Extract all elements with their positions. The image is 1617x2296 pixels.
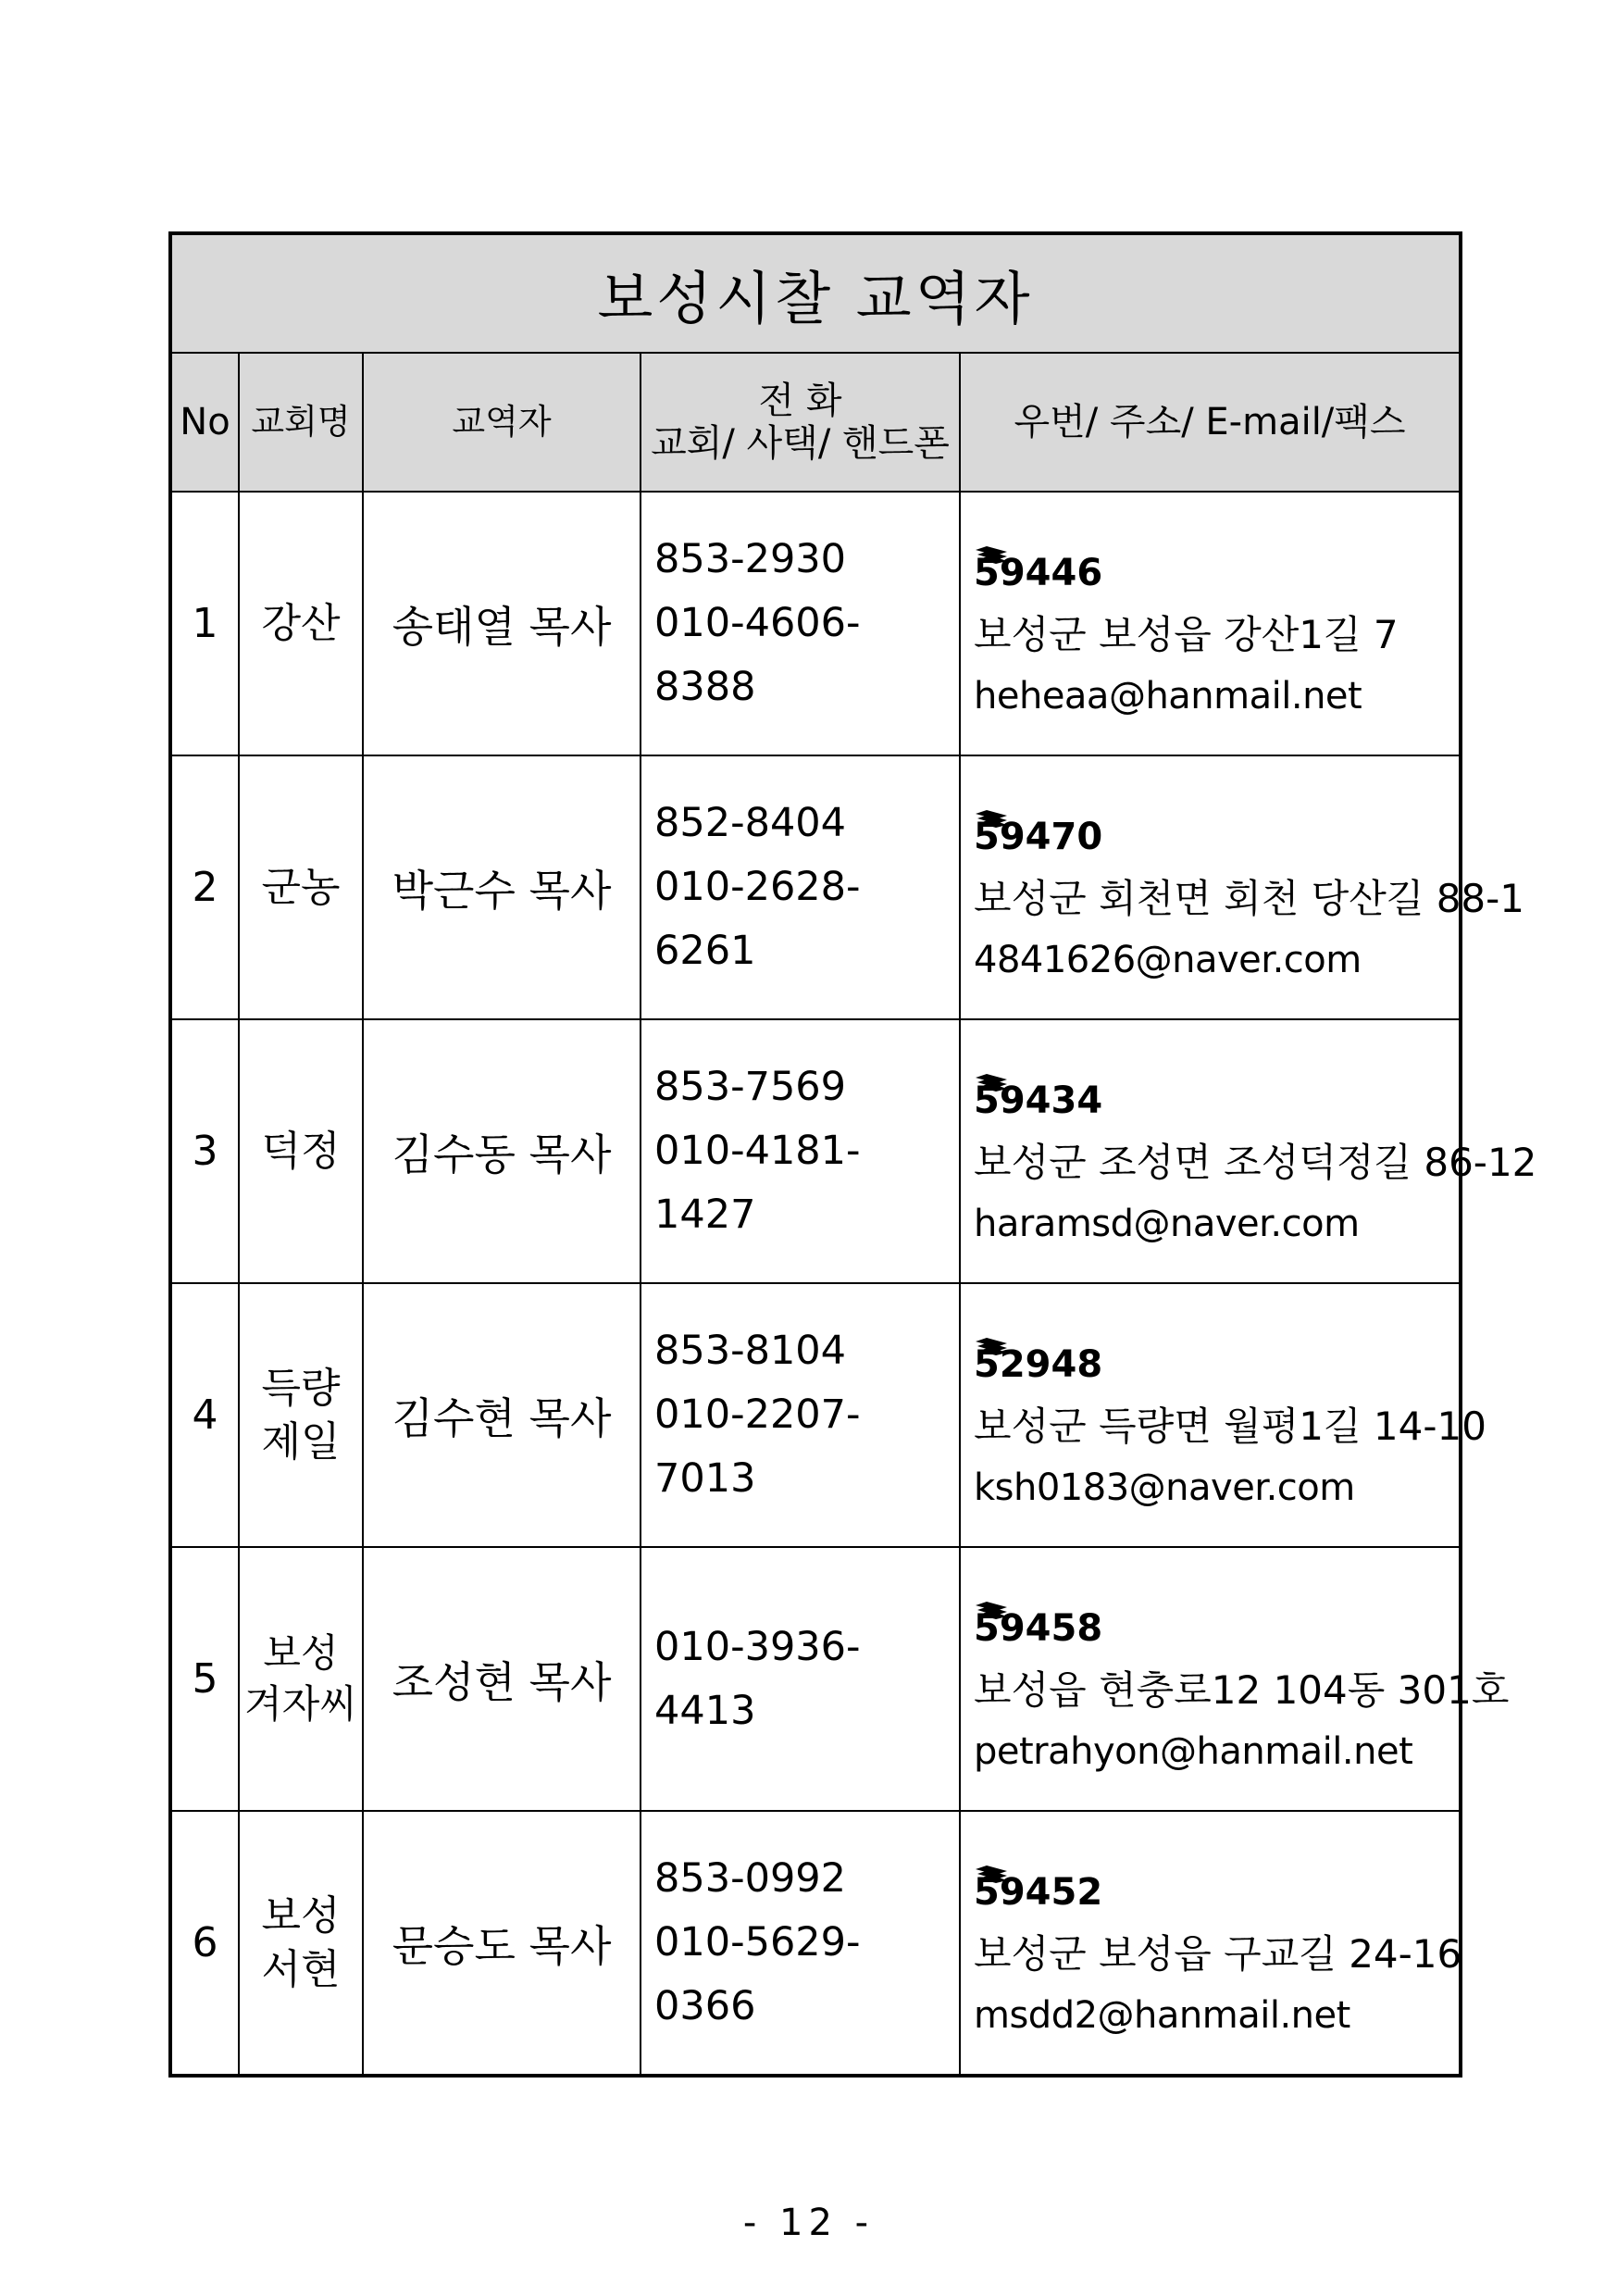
church-name [239, 755, 363, 1019]
church-name-line: 서현 [261, 1945, 341, 1993]
row-number: 2 [170, 755, 239, 1019]
header-phone-sub: 교회/ 사택/ 핸드폰 [651, 422, 950, 465]
table-row [170, 1547, 1461, 1811]
header-phone-title: 전 화 [758, 380, 842, 422]
church-name-line: 군농 [261, 863, 341, 911]
email-address: msdd2@hanmail.net [974, 1994, 1350, 2038]
phone-number: 010-2207-7013 [654, 1391, 861, 1502]
header-no: No [170, 353, 239, 492]
phone-number: 010-5629-0366 [654, 1919, 861, 2029]
table-title: 보성시찰 교역자 [170, 233, 1461, 353]
pastor-name: 박근수 목사 [363, 755, 641, 1019]
street-address: 보성읍 현충로12 104동 301호 [974, 1667, 1510, 1714]
phone-cell [641, 1283, 960, 1547]
phone-cell [641, 1019, 960, 1283]
church-name [239, 1547, 363, 1811]
zip-code: 59458 [974, 1607, 1103, 1651]
church-name-line: 덕정 [261, 1127, 341, 1175]
church-name [239, 1283, 363, 1547]
email-address: haramsd@naver.com [974, 1203, 1360, 1246]
street-address: 보성군 보성읍 강산1길 7 [974, 612, 1399, 658]
zip-line [974, 1048, 1459, 1131]
phone-number: 852-8404 [654, 800, 847, 847]
row-number: 4 [170, 1283, 239, 1547]
email-address: petrahyon@hanmail.net [974, 1730, 1413, 1774]
church-name-line: 강산 [261, 599, 341, 647]
postal-mark-icon [974, 1840, 1009, 1860]
row-number: 5 [170, 1547, 239, 1811]
table-row [170, 755, 1461, 1019]
header-address: 우번/ 주소/ E-mail/팩스 [960, 353, 1461, 492]
table-row [170, 1811, 1461, 2076]
street-address: 보성군 보성읍 구교길 24-16 [974, 1931, 1462, 1978]
pastor-name: 조성현 목사 [363, 1547, 641, 1811]
page-number: - 12 - [742, 2202, 875, 2244]
zip-line [974, 1576, 1459, 1659]
header-phone [641, 353, 960, 492]
row-number: 1 [170, 492, 239, 755]
phone-cell [641, 755, 960, 1019]
phone-number: 853-8104 [654, 1328, 847, 1375]
phone-cell [641, 1811, 960, 2076]
email-address: 4841626@naver.com [974, 939, 1362, 982]
phone-number: 853-0992 [654, 1855, 847, 1903]
address-cell [960, 755, 1525, 1019]
address-cell [960, 492, 1461, 755]
postal-mark-icon [974, 1048, 1009, 1068]
address-cell [960, 1019, 1537, 1283]
pastor-directory-table [168, 231, 1537, 2078]
phone-number: 853-2930 [654, 536, 847, 583]
church-name-line: 보성 [261, 1892, 341, 1940]
postal-mark-icon [974, 520, 1009, 541]
church-name-line: 보성 [263, 1629, 339, 1676]
pastor-name: 문승도 목사 [363, 1811, 641, 2076]
church-name-line: 겨자씨 [244, 1680, 357, 1727]
phone-number: 010-4181-1427 [654, 1128, 861, 1238]
church-name-line: 득량 [261, 1365, 341, 1413]
email-address: heheaa@hanmail.net [974, 675, 1362, 718]
street-address: 보성군 회천면 회천 당산길 88-1 [974, 876, 1525, 922]
zip-code: 59434 [974, 1079, 1103, 1123]
postal-mark-icon [974, 784, 1009, 805]
zip-line [974, 1840, 1459, 1923]
phone-number: 010-4606-8388 [654, 600, 861, 710]
address-cell [960, 1283, 1486, 1547]
table-row [170, 492, 1461, 755]
zip-line [974, 784, 1459, 867]
table-row [170, 1283, 1461, 1547]
address-cell [960, 1811, 1461, 2076]
phone-cell [641, 492, 960, 755]
postal-mark-icon [974, 1312, 1009, 1332]
zip-code: 59470 [974, 816, 1103, 859]
row-number: 6 [170, 1811, 239, 2076]
church-name-line: 제일 [261, 1417, 341, 1466]
church-name [239, 1019, 363, 1283]
zip-line [974, 520, 1459, 604]
email-address: ksh0183@naver.com [974, 1466, 1355, 1510]
zip-code: 59446 [974, 552, 1103, 595]
pastor-name: 송태열 목사 [363, 492, 641, 755]
pastor-name: 김수현 목사 [363, 1283, 641, 1547]
address-cell [960, 1547, 1510, 1811]
phone-cell [641, 1547, 960, 1811]
zip-line [974, 1312, 1459, 1395]
header-pastor: 교역자 [363, 353, 641, 492]
zip-code: 59452 [974, 1871, 1103, 1915]
postal-mark-icon [974, 1576, 1009, 1596]
table-row [170, 1019, 1461, 1283]
church-name [239, 492, 363, 755]
street-address: 보성군 득량면 월평1길 14-10 [974, 1404, 1486, 1450]
pastor-name: 김수동 목사 [363, 1019, 641, 1283]
row-number: 3 [170, 1019, 239, 1283]
zip-code: 52948 [974, 1343, 1103, 1387]
church-name [239, 1811, 363, 2076]
header-church: 교회명 [239, 353, 363, 492]
phone-number: 853-7569 [654, 1064, 847, 1111]
phone-number: 010-3936-4413 [654, 1623, 861, 1734]
phone-number: 010-2628-6261 [654, 864, 861, 974]
street-address: 보성군 조성면 조성덕정길 86-12 [974, 1140, 1537, 1186]
